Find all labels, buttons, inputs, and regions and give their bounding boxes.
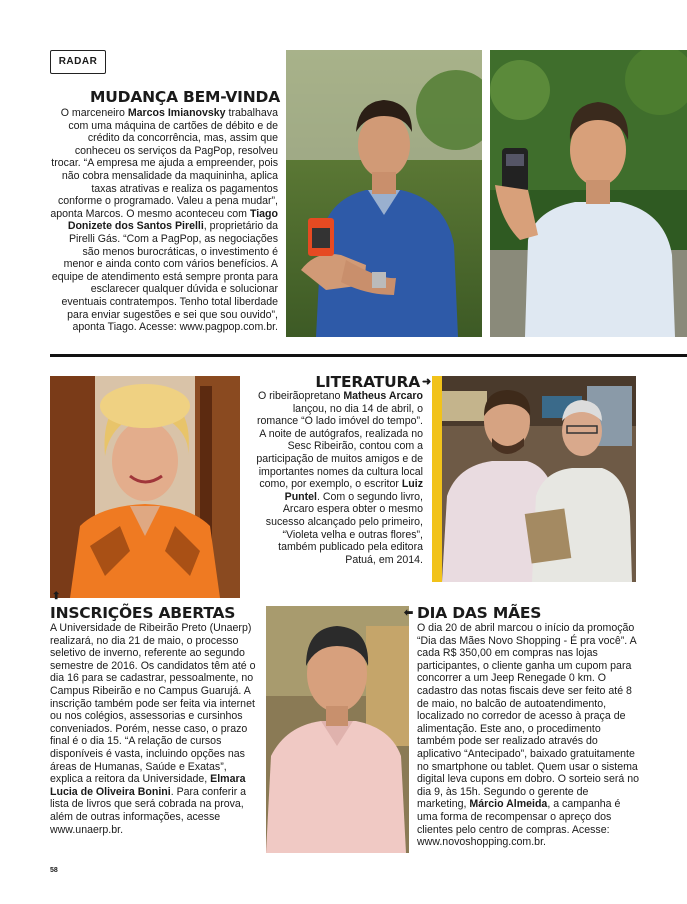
bold-name: Tiago Donizete dos Santos Pirelli: [67, 207, 278, 233]
photo-marcos: [286, 50, 482, 337]
article-body-inscricoes: A Universidade de Ribeirão Preto (Unaerp) realizará, no dia 21 de maio, o processo seletivo de inverno, referente ao segundo semestre de 2016. Os candidatos têm até o dia 16 para se cadastrar, pessoalmente, no Campus Ribeirão e no Campus Guarujá. A inscrição também pode ser feita via internet ou nos colégios, assessorias e cursinhos conveniados. Porém, nesse caso, o prazo final é o dia 15. “A relação de cursos disponíveis é vasta, incluindo opções nas áreas de Humanas, Saúde e Exatas”, explica a reitora da Universidade, Elmara Lucia de Oliveira Bonini. Para conferir a lista de livros que será cobrada na prova, além de outras informações, acesse www.unaerp.br.: [50, 622, 256, 836]
article-title-dia-das-maes: DIA DAS MÃES: [417, 604, 542, 622]
photo-arcaro-puntel: [432, 376, 636, 582]
section-tag: RADAR: [50, 50, 106, 74]
article-title-literatura: LITERATURA: [315, 373, 420, 391]
article-body-mudanca: O marceneiro Marcos Imianovsky trabalhava com uma máquina de cartões de débito e de crédito da concorrência, mas, assim que conheceu os serviços da PagPop, resolveu trocar. “A empresa me ajuda a empreender, pois não cobra mensalidade da maquininha, aplica taxas atrativas e realiza os pagamentos conforme o programado. Valeu a pena mudar”, aponta Marcos. O mesmo aconteceu com Tiago Donizete dos Santos Pirelli, proprietário da Pirelli Gás. “Com a PagPop, as negociações são menos burocráticas, o investimento é menor e ainda conto com vários benefícios. A equipe de atendimento está sempre pronta para esclarecer qualquer dúvida e solucionar eventuais contratempos. Tenho total liberdade para enviar sugestões e sei que sou ouvido”, aponta Tiago. Acesse: www.pagpop.com.br.: [50, 107, 278, 334]
bold-name: Luiz Puntel: [284, 478, 423, 503]
section-divider: [50, 354, 687, 357]
article-body-literatura: O ribeirãopretano Matheus Arcaro lançou, no dia 14 de abril, o romance “O lado imóvel do tempo”. A noite de autógrafos, realizada no Sesc Ribeirão, contou com a participação de muitos amigos e de importantes nomes da cultura local como, por exemplo, o escritor Luiz Puntel. Com o segundo livro, Arcaro espera obter o mesmo sucesso alcançado pelo primeiro, “Violeta velha e outras flores”, também publicado pela editora Patuá, em 2014.: [256, 390, 423, 566]
bold-name: Marcos Imianovsky: [127, 107, 226, 119]
bold-name: Elmara Lucia de Oliveira Bonini: [50, 773, 246, 798]
arrow-left-icon: ⬅: [404, 607, 414, 619]
article-title-mudanca: MUDANÇA BEM-VINDA: [90, 88, 280, 106]
arrow-up-icon: ⬆: [52, 591, 61, 602]
photo-tiago: [490, 50, 687, 337]
photo-reitora: [50, 376, 240, 598]
article-title-inscricoes: INSCRIÇÕES ABERTAS: [50, 604, 236, 622]
photo-marcio: [266, 606, 409, 853]
arrow-right-icon: ➜: [422, 376, 432, 388]
article-body-dia-das-maes: O dia 20 de abril marcou o início da promoção “Dia das Mães Novo Shopping - É pra você”. A cada R$ 350,00 em compras nas lojas participantes, o cliente ganha um cupom para concorrer a um Jeep Renegade 0 km. O cadastro das notas fiscais deve ser feito até 8 de maio, no balcão de autoatendimento, localizado no corredor de acesso à praça de alimentação. Este ano, o procedimento também pode ser realizado através do aplicativo “Antecipado”, baixado gratuitamente no smartphone ou tablet. Quem usar o sistema digital leva cupons em dobro. O sorteio será no dia 9, às 15h. Segundo o gerente de marketing, Márcio Almeida, a campanha é uma forma de recompensar o apreço dos clientes pelo centro de compras. Acesse: www.novoshopping.com.br.: [417, 622, 640, 849]
bold-name: Matheus Arcaro: [343, 390, 423, 402]
bold-name: Márcio Almeida: [469, 798, 548, 811]
page-number: 58: [50, 867, 58, 874]
